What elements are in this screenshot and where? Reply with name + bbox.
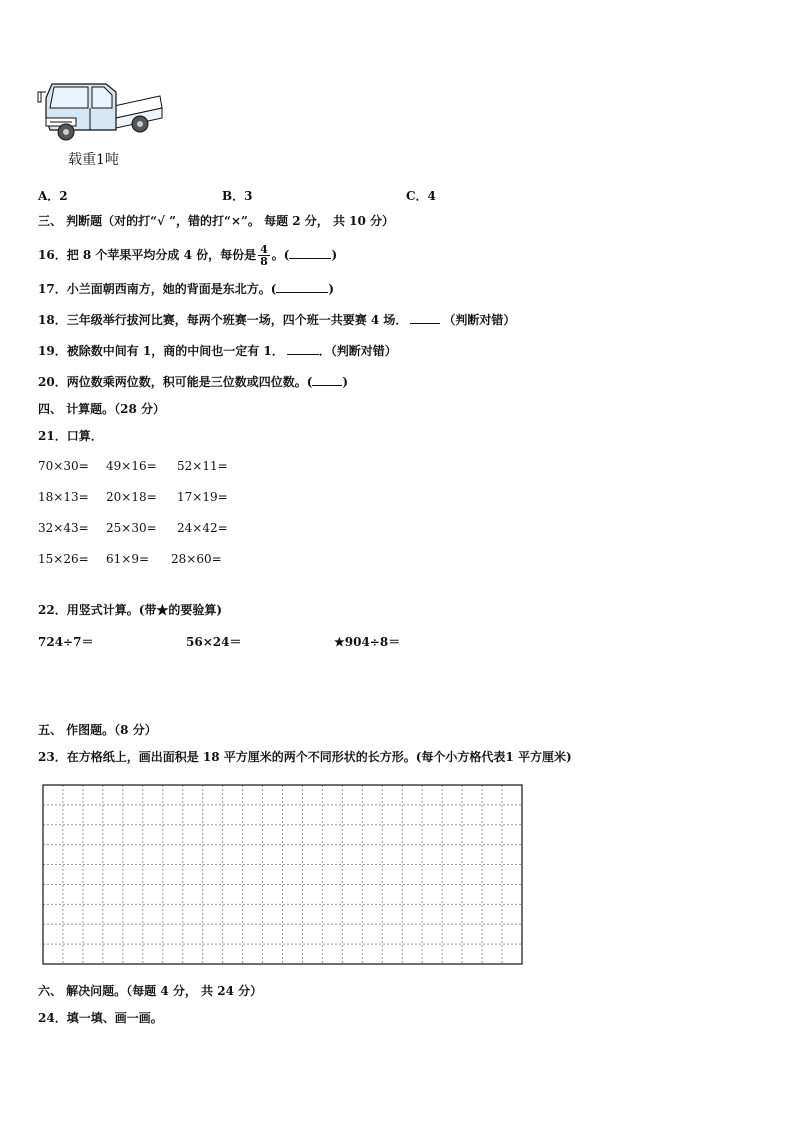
q17-close: ) [328,282,335,296]
calc-item: 52×11= [177,459,228,473]
option-b: B．3 [222,189,253,203]
fraction-numerator: 4 [260,243,268,256]
vertical-calc-item: 56×24＝ [186,635,242,649]
section6-heading: 六、 解决问题。（每题 4 分， 共 24 分） [38,984,263,998]
truck-illustration [36,78,166,148]
q16 [38,244,337,267]
answer-blank[interactable] [276,281,328,293]
q20-close: ) [342,375,349,389]
answer-blank[interactable] [287,343,319,355]
calc-item: 28×60= [171,552,222,566]
calc-item: 15×26= [38,552,89,566]
q16-text: 16．把 8 个苹果平均分成 4 份，每份是 [38,248,257,262]
option-a: A．2 [38,189,68,203]
q18-tail: （判断对错） [443,313,516,327]
q17-text: 17．小兰面朝西南方，她的背面是东北方。( [38,282,277,296]
q19 [38,343,397,359]
q20-text: 20．两位数乘两位数，积可能是三位数或四位数。( [38,375,313,389]
calc-item: 17×19= [177,490,228,504]
q19-text: 19．被除数中间有 1，商的中间也一定有 1． [38,344,284,358]
calc-item: 61×9= [106,552,150,566]
q17 [38,281,334,297]
answer-blank[interactable] [289,247,331,259]
calc-item: 25×30= [106,521,157,535]
q18 [38,312,515,328]
q20 [38,374,348,390]
vertical-calc-item: ★904÷8＝ [334,635,401,649]
truck-caption: 载重1吨 [68,152,119,168]
vertical-calc-item: 724÷7＝ [38,635,94,649]
calc-item: 18×13= [38,490,89,504]
calc-item: 70×30= [38,459,89,473]
grid-lines [42,784,523,965]
section5-heading: 五、 作图题。（8 分） [38,723,157,737]
q19-tail: ．（判断对错） [318,344,397,358]
q24-text: 24．填一填、画一画。 [38,1011,163,1025]
q16-after: 。( [271,248,290,262]
calc-item: 49×16= [106,459,157,473]
grid-paper[interactable] [42,784,523,965]
section3-heading: 三、 判断题（对的打“√ ”，错的打“×”。 每题 2 分， 共 10 分） [38,214,395,228]
q22-title: 22．用竖式计算。(带★的要验算) [38,603,223,617]
calc-item: 24×42= [177,521,228,535]
q23-text: 23．在方格纸上，画出面积是 18 平方厘米的两个不同形状的长方形。(每个小方格代表1 平方厘米) [38,750,572,764]
answer-blank[interactable] [312,374,342,386]
section4-heading: 四、 计算题。（28 分） [38,402,166,416]
option-c: C．4 [406,189,436,203]
answer-blank[interactable] [410,312,440,324]
q21-title: 21．口算． [38,429,103,443]
q18-text: 18．三年级举行拔河比赛，每两个班赛一场，四个班一共要赛 4 场． [38,313,408,327]
fraction [258,244,270,267]
calc-item: 32×43= [38,521,89,535]
calc-item: 20×18= [106,490,157,504]
q16-close: ) [331,248,338,262]
fraction-denominator: 8 [260,255,268,268]
